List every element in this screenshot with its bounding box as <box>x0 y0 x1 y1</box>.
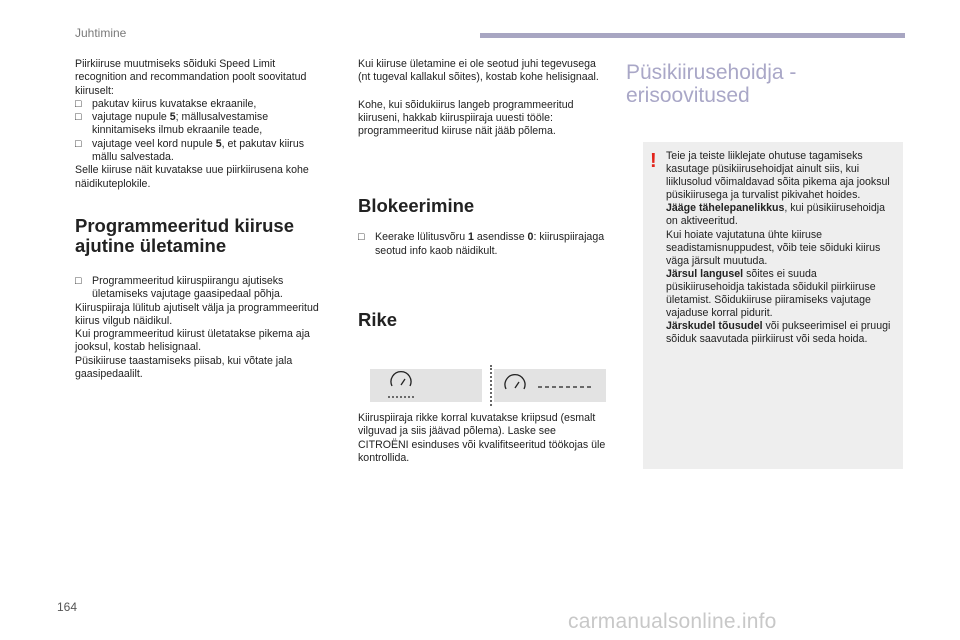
section-heading: Programmeeritud kiiruse ajutine ületamine <box>75 214 294 256</box>
text: sõites ei suuda püsikiirusehoidja takistada sõidukil piirkiiruse ületamist. Sõidukiiruse piiramiseks vajutage vajaduse korral pidurit. <box>666 267 876 320</box>
bullet-text: , et pakutav kiirus mällu salvestada. <box>92 137 305 164</box>
heading-line: Püsikiirusehoidja - <box>626 61 797 84</box>
fault-text-block <box>358 412 608 465</box>
divider <box>490 365 492 406</box>
speed-limiter-dashes-icon <box>494 369 606 402</box>
list-item <box>75 111 325 138</box>
body-text: Kohe, kui sõidukiirus langeb programmeeritud kiiruseni, hakkab kiiruspiiraja uuesti tööle: programmeeritud kiiruse näit jääb põlema. <box>358 98 574 138</box>
warning-para <box>666 268 898 320</box>
arrow-bullet-icon: □ <box>358 231 365 244</box>
after-text: Selle kiiruse näit kuvatakse uue piirkiirusena kohe näidikuteplokile. <box>75 164 309 190</box>
fault-illustration <box>370 369 606 402</box>
speed-limiter-icon <box>370 369 482 402</box>
page-number: 164 <box>57 600 78 614</box>
ring-number: 1 <box>468 231 474 244</box>
body-text: Kui programmeeritud kiirust ületatakse pikema aja jooksul, kostab helisignaal. <box>75 328 310 354</box>
position-number: 0 <box>527 231 534 244</box>
emphasis: Järskudel tõusudel <box>666 320 763 333</box>
bullet-text: : kiiruspiirajaga seotud info kaob näidikult. <box>375 231 605 257</box>
warning-intro: Teie ja teiste liiklejate ohutuse tagamiseks kasutage püsikiirusehoidjat ainult siis, kui liiklusolud võimaldavad sõita pikema aja jooksul püsikiirusega ja turvalist pikivahet hoides. <box>666 150 890 202</box>
arrow-bullet-icon: □ <box>75 97 82 110</box>
column-1 <box>75 58 325 381</box>
list-item <box>75 138 325 165</box>
warning-text <box>666 150 898 346</box>
emphasis: Jääge tähelepanelikkus <box>666 202 785 215</box>
list-item <box>358 231 608 258</box>
arrow-bullet-icon: □ <box>75 137 82 150</box>
body-text: Kiiruspiiraja lülitub ajutiselt välja ja programmeeritud kiirus vilgub näidikul. <box>75 301 319 327</box>
watermark: carmanualsonline.info <box>568 610 777 633</box>
heading-line: erisoovitused <box>626 84 750 107</box>
list-item <box>75 98 325 111</box>
warning-para: Kui hoiate vajutatuna ühte kiiruse seadistamisnuppudest, võib teie sõiduki kiirus väga järsult muutuda. <box>666 228 881 267</box>
bullet-text: asendisse <box>473 231 528 244</box>
arrow-bullet-icon: □ <box>75 111 82 124</box>
bullet-text: ; mällusalvestamise kinnitamiseks ilmub ekraanile teade, <box>92 111 269 137</box>
body-text: Kui kiiruse ületamine ei ole seotud juhi tegevusega (nt tugeval kallakul sõites), kostab kohe helisignaal. <box>358 58 599 84</box>
text: või pukseerimisel ei pruugi sõiduk saavutada piirkiirust või seda hoida. <box>666 320 891 346</box>
arrow-bullet-icon: □ <box>75 274 82 287</box>
body-text: Püsikiiruse taastamiseks piisab, kui võtate jala gaasipedaalilt. <box>75 354 293 381</box>
bullet-text: vajutage nupule <box>92 111 170 124</box>
bullet-text: Programmeeritud kiiruspiirangu ajutiseks ületamiseks vajutage gaasipedaal põhja. <box>92 274 284 301</box>
section-heading: Blokeerimine <box>358 195 475 217</box>
bullet-text: Keerake lülitusvõru <box>375 231 469 244</box>
button-number: 5 <box>215 137 222 150</box>
bullet-text: pakutav kiirus kuvatakse ekraanile, <box>92 97 257 110</box>
list-item <box>75 275 325 302</box>
column-2 <box>358 58 608 330</box>
intro-text: Piirkiiruse muutmiseks sõiduki Speed Limit recognition and recommandation poolt soovitatud kiiruselt: <box>75 58 307 97</box>
warning-para <box>666 320 898 346</box>
exclamation-icon: ! <box>650 150 657 172</box>
button-number: 5 <box>169 111 176 124</box>
section-heading: Rike <box>358 309 398 331</box>
section-title: Juhtimine <box>75 26 127 40</box>
body-text: Kiiruspiiraja rikke korral kuvatakse kriipsud (esmalt vilguvad ja siis jäävad põlema). Laske see CITROËNI esinduses või kvalifitseeritud töökojas üle kontrollida. <box>358 412 606 464</box>
section-heading-accent <box>626 61 886 107</box>
emphasis: Järsul langusel <box>666 267 744 280</box>
header-divider <box>480 33 905 38</box>
warning-para <box>666 202 898 228</box>
text: , kui püsikiirusehoidja on aktiveeritud. <box>666 202 886 228</box>
bullet-text: vajutage veel kord nupule <box>92 137 216 150</box>
